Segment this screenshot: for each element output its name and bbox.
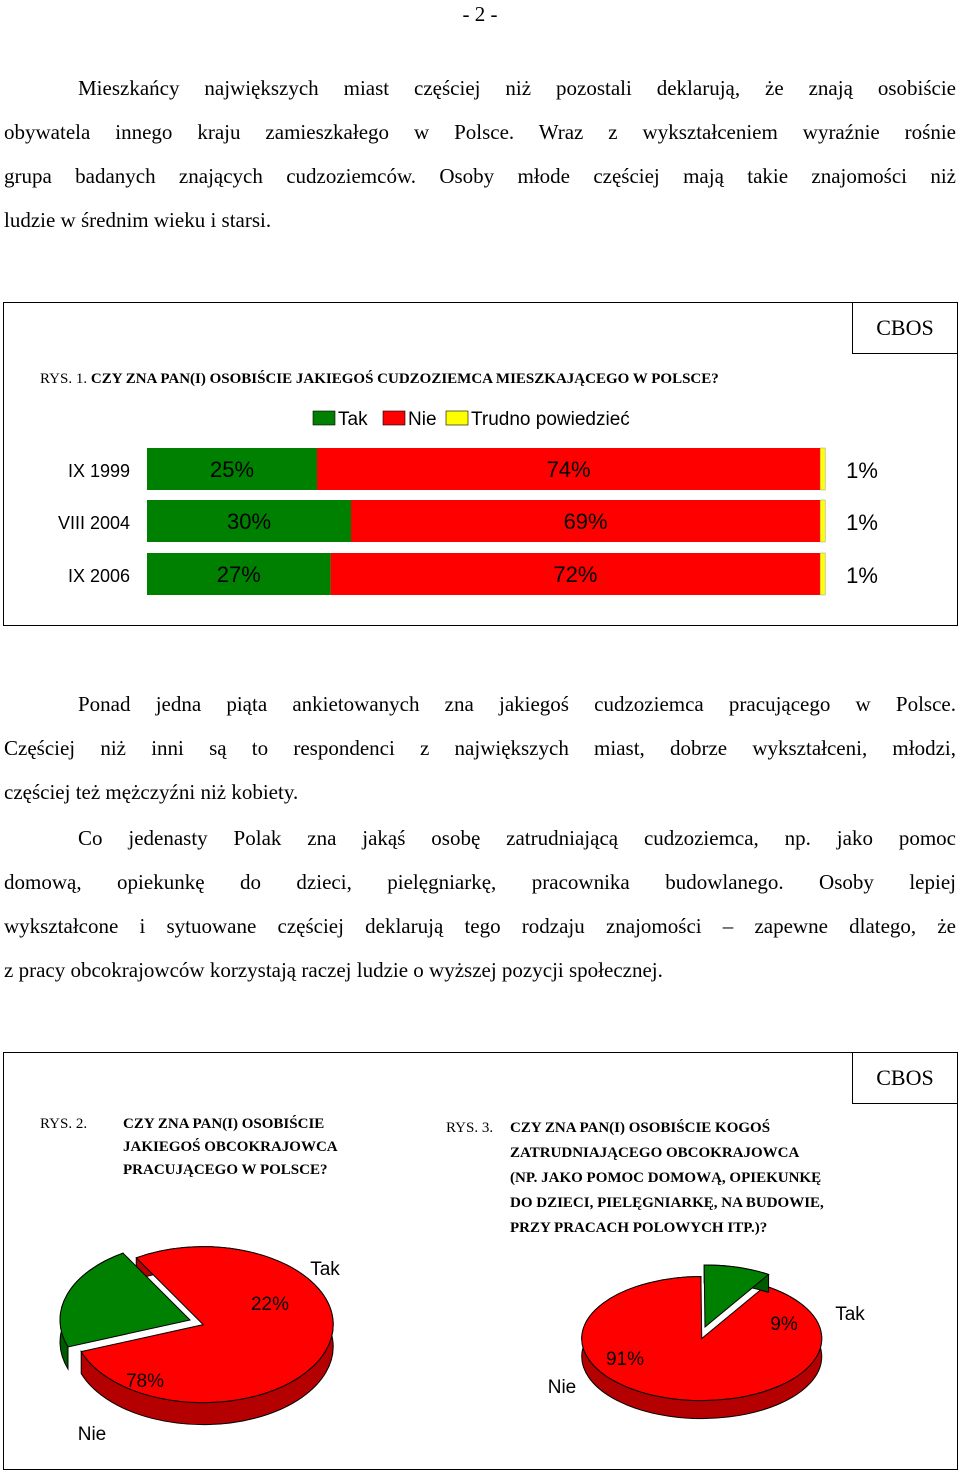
figure-1-prefix: RYS. 1. [40,371,91,387]
pie-name-label-tak: Tak [835,1304,865,1325]
bar-value-label: 69% [563,509,608,534]
bar-value-label: 30% [226,509,272,534]
bar-value-label: 25% [209,457,255,482]
pie-name-label-nie: Nie [77,1424,107,1445]
paragraph-line: Mieszkańcy największych miast częściej niż pozostali deklarują, że znają osobiście [78,76,956,100]
bar-value-label: 27% [216,562,261,587]
title-line: JAKIEGOŚ OBCOKRAJOWCA [123,1139,338,1155]
pie-name-label-tak: Tak [310,1259,340,1280]
bar-value-label: 1% [846,458,878,483]
figure-3-title [510,1116,824,1241]
bar-segment-trudno-powiedzieć [820,448,825,490]
title-line: CZY ZNA PAN(I) OSOBIŚCIE KOGOŚ [510,1120,771,1136]
paragraph-line: z pracy obcokrajowców korzystają raczej ludzie o wyższej pozycji społecznej. [4,958,663,982]
pie-name-label-nie: Nie [547,1377,577,1398]
category-label: VIII 2004 [57,513,130,533]
category-label: IX 1999 [67,461,130,481]
paragraph-line: ludzie w średnim wieku i starsi. [4,208,272,232]
legend-label-0: Tak [338,409,368,430]
title-line: (NP. JAKO POMOC DOMOWĄ, OPIEKUNKĘ [510,1170,822,1186]
paragraph-line: wykształcone i sytuowane częściej deklarują tego rodzaju znajomości – zapewne dlatego, że [4,914,956,938]
legend-label-1: Nie [408,409,437,430]
paragraph-1 [4,66,956,242]
paragraph-line: Co jedenasty Polak zna jakąś osobę zatrudniającą cudzoziemca, np. jako pomoc [78,826,956,850]
bar-value-label: 74% [546,457,591,482]
bar-segment-trudno-powiedzieć [820,553,825,595]
stacked-bar-chart [0,395,960,610]
paragraph-line: Ponad jedna piąta ankietowanych zna jakiegoś cudzoziemca pracującego w Polsce. [78,692,956,716]
legend-swatch-0 [313,411,335,425]
pie-value-label-tak: 22% [250,1294,290,1315]
legend-label-2: Trudno powiedzieć [471,409,630,430]
legend-swatch-2 [446,411,468,425]
pie-chart-fig3 [470,1240,900,1420]
cbos-label: CBOS [852,1052,958,1104]
paragraph-line: częściej też mężczyźni niż kobiety. [4,780,299,804]
title-line: CZY ZNA PAN(I) OSOBIŚCIE [123,1116,325,1132]
title-line: DO DZIECI, PIELĘGNIARKĘ, NA BUDOWIE, [510,1195,824,1211]
paragraph-line: grupa badanych znających cudzoziemców. Osoby młode częściej mają takie znajomości niż [4,164,956,188]
cbos-label: CBOS [852,302,958,354]
paragraph-line: domową, opiekunkę do dzieci, pielęgniarkę, pracownika budowlanego. Osoby lepiej [4,870,956,894]
figure-2-prefix: RYS. 2. [40,1116,88,1132]
figure-1-title: CZY ZNA PAN(I) OSOBIŚCIE JAKIEGOŚ CUDZOZIEMCA MIESZKAJĄCEGO W POLSCE? [90,371,719,387]
paragraph-line: obywatela innego kraju zamieszkałego w Polsce. Wraz z wykształceniem wyraźnie rośnie [4,120,956,144]
paragraph-3 [4,816,956,992]
paragraph-2 [4,682,956,814]
bar-segment-trudno-powiedzieć [820,500,825,542]
figure-3-prefix: RYS. 3. [446,1120,494,1136]
pie-slice-nie [582,1277,822,1401]
legend-swatch-1 [383,411,405,425]
title-line: PRZY PRACACH POLOWYCH ITP.)? [510,1220,768,1236]
title-line: ZATRUDNIAJĄCEGO OBCOKRAJOWCA [510,1145,800,1161]
figure-1-caption [40,371,719,388]
bar-value-label: 72% [553,562,598,587]
bar-value-label: 1% [846,510,878,535]
pie-value-label-nie: 91% [605,1349,645,1370]
pie-chart-fig2 [20,1240,400,1465]
page-number: - 2 - [462,2,498,26]
category-label: IX 2006 [67,566,130,586]
figure-2-title [123,1113,338,1182]
title-line: PRACUJĄCEGO W POLSCE? [123,1162,328,1178]
pie-value-label-tak: 9% [770,1314,798,1335]
bar-value-label: 1% [846,563,878,588]
pie-value-label-nie: 78% [125,1371,165,1392]
paragraph-line: Częściej niż inni są to respondenci z największych miast, dobrze wykształceni, młodzi, [4,736,956,760]
